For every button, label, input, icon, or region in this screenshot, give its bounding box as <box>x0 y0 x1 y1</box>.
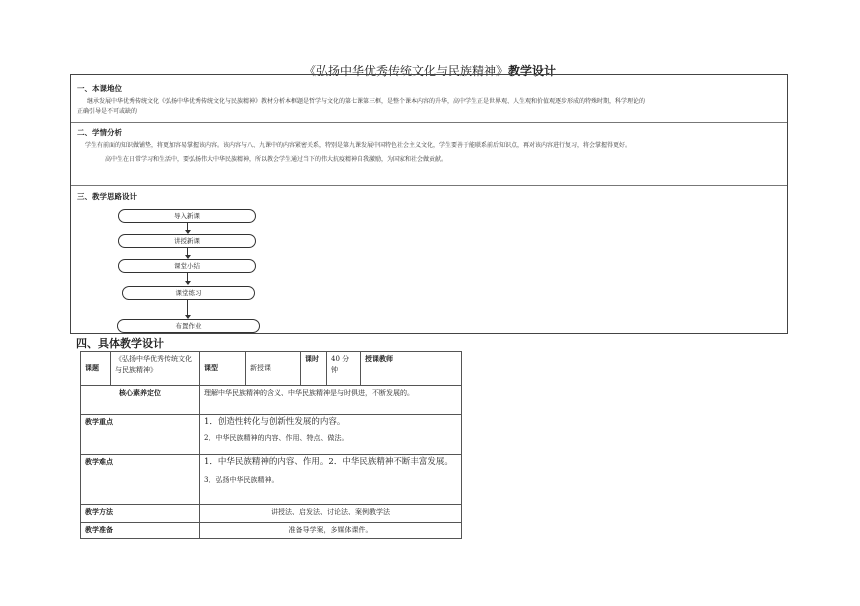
lesson-design-table <box>80 351 462 539</box>
focus-label: 教学重点 <box>81 415 200 455</box>
section-1-text <box>77 97 787 116</box>
type-value: 新授课 <box>246 352 301 386</box>
teacher-label: 授课教师 <box>361 352 462 386</box>
design-frame <box>70 74 788 334</box>
core-label: 核心素养定位 <box>81 386 200 415</box>
flow-arrow <box>187 300 188 318</box>
section-2-heading: 二、学情分析 <box>77 128 122 137</box>
divider <box>71 122 787 123</box>
flow-step-5: 布置作业 <box>117 319 260 333</box>
section-3-heading: 三、教学思路设计 <box>77 192 137 201</box>
flow-arrow <box>187 223 188 233</box>
section-1-line-2: 正确引导是不可或缺的 <box>77 107 138 115</box>
method-label: 教学方法 <box>81 505 200 523</box>
flow-step-1: 导入新课 <box>118 209 256 223</box>
table-row <box>81 415 462 455</box>
flow-step-4: 课堂练习 <box>122 286 255 300</box>
core-value: 理解中华民族精神的含义、中华民族精神是与时俱进，不断发展的。 <box>200 386 462 415</box>
prep-value: 准备导学案，多媒体课件。 <box>200 523 462 539</box>
hours-value: 40 分钟 <box>327 352 361 386</box>
table-row <box>81 505 462 523</box>
table-row <box>81 352 462 386</box>
table-row <box>81 386 462 415</box>
difficulty-value <box>200 455 462 505</box>
method-value: 讲授法、启发法、讨论法、案例教学法 <box>200 505 462 523</box>
section-2-line-2: 高中生在日常学习和生活中，要弘扬伟大中华民族精神，所以教会学生通过当下的伟大抗疫精神自我激励，为国家和社会做贡献。 <box>105 155 448 163</box>
focus-item: 1．创造性转化与创新性发展的内容。 <box>204 417 346 427</box>
focus-value <box>200 415 462 455</box>
flow-arrow <box>187 248 188 258</box>
difficulty-item: 1．中华民族精神的内容、作用。2．中华民族精神不断丰富发展。 <box>204 457 453 467</box>
hours-label: 课时 <box>301 352 327 386</box>
topic-value: 《弘扬中华优秀传统文化与民族精神》 <box>111 352 200 386</box>
section-1-heading: 一、本课地位 <box>77 84 122 93</box>
divider <box>71 185 787 186</box>
focus-item: 2．中华民族精神的内容、作用、特点、做法。 <box>204 434 349 442</box>
flow-step-3: 课堂小结 <box>118 259 256 273</box>
flow-arrow <box>187 273 188 284</box>
flow-step-2: 讲授新课 <box>118 234 256 248</box>
section-4-heading: 四、具体教学设计 <box>76 337 164 350</box>
topic-label: 课题 <box>81 352 111 386</box>
difficulty-label: 教学难点 <box>81 455 200 505</box>
type-label: 课型 <box>200 352 246 386</box>
section-2-text <box>85 141 785 164</box>
prep-label: 教学准备 <box>81 523 200 539</box>
document-title-quoted: 《弘扬中华优秀传统文化与民族精神》 <box>303 64 508 78</box>
document-title-suffix: 教学设计 <box>508 64 557 78</box>
section-2-line-1: 学生有前面的知识做铺垫，将更加容易掌握该内容。该内容与八、九课中的内容紧密关系，特别是第九课发展中国特色社会主义文化，学生要善于能联系前后知识点，再对该内容进行复习，将会掌握得更好。 <box>85 142 632 149</box>
table-row <box>81 455 462 505</box>
difficulty-item: 3．弘扬中华民族精神。 <box>204 476 279 484</box>
table-row <box>81 523 462 539</box>
section-1-line-1: 继承发展中华优秀传统文化《弘扬中华优秀传统文化与民族精神》教材分析本框题是哲学与文化的第七课第三框，是整个课本内容的升华，高中学生正是世界观、人生观和价值观逐步形成的特殊时期，科学理论的 <box>87 98 646 105</box>
